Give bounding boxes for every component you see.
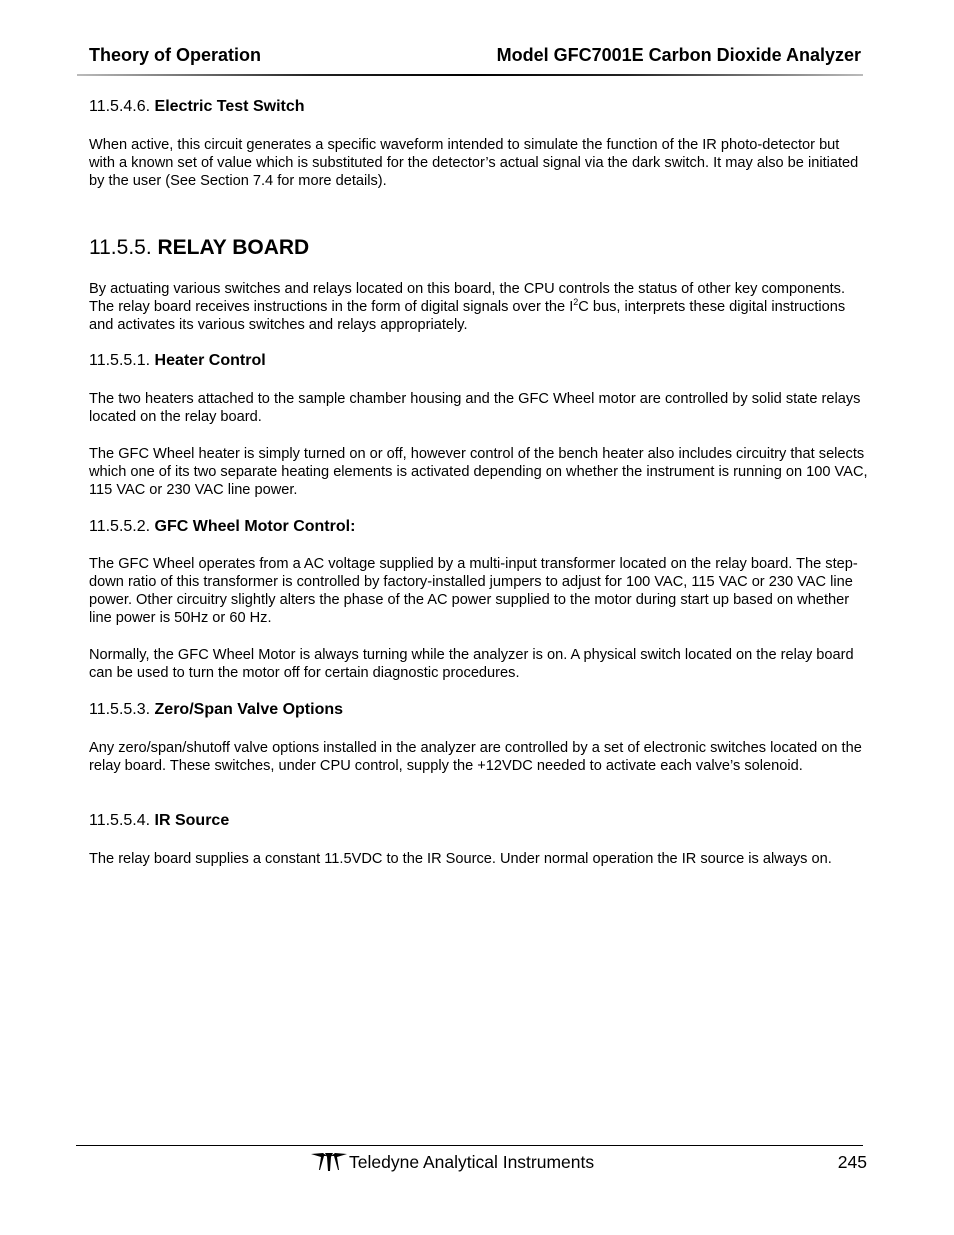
subsection-heading-electric-test-switch [89,97,869,117]
paragraph-text: By actuating various switches and relays located on this board, the CPU controls the status of other key components. The relay board receives instructions in the form of digital signals over the I [89,281,846,315]
subsection-heading-heater-control [89,351,869,371]
paragraph [89,280,869,334]
heading-number: 11.5.5.3. [89,701,155,718]
header-chapter-title: Theory of Operation [89,45,262,65]
heading-title: Electric Test Switch [154,98,305,115]
section-heading-relay-board [89,235,869,261]
paragraph: The relay board supplies a constant 11.5VDC to the IR Source. Under normal operation the IR source is always on. [89,851,832,867]
subsection-heading-zero-span-valve-options [89,700,869,720]
heading-title: Heater Control [154,352,266,369]
paragraph: The GFC Wheel operates from a AC voltage supplied by a multi-input transformer located on the relay board. The step-down ratio of this transformer is controlled by factory-installed jumpers to adjust for 100 VAC, 115 VAC or 230 VAC line power. Other circuitry slightly alters the phase of the AC power supplied to the motor during start up based on whether line power is 50Hz or 60 Hz. [89,556,858,626]
footer-company-name: Teledyne Analytical Instruments [349,1152,595,1172]
heading-number: 11.5.5.1. [89,352,155,369]
teledyne-logo-icon [311,1152,347,1172]
paragraph: Normally, the GFC Wheel Motor is always turning while the analyzer is on. A physical switch located on the relay board can be used to turn the motor off for certain diagnostic procedures. [89,647,854,681]
paragraph: The two heaters attached to the sample chamber housing and the GFC Wheel motor are controlled by solid state relays located on the relay board. [89,391,861,425]
heading-number: 11.5.5. [89,236,158,259]
heading-number: 11.5.4.6. [89,98,155,115]
subsection-heading-ir-source [89,811,869,831]
footer-divider [76,1145,863,1146]
paragraph-text: C bus, interprets these digital instructions and activates its various switches and relays appropriately. [89,299,846,333]
header-divider [77,74,863,76]
heading-number: 11.5.5.4. [89,812,155,829]
header-model-title: Model GFC7001E Carbon Dioxide Analyzer [496,45,861,65]
heading-number: 11.5.5.2. [89,518,155,535]
page-header [89,44,861,66]
paragraph: When active, this circuit generates a specific waveform intended to simulate the function of the IR photo-detector but with a known set of value which is substituted for the detector’s actual signal via the dark switch. It may also be initiated by the user (See Section 7.4 for more details). [89,137,859,189]
paragraph: The GFC Wheel heater is simply turned on or off, however control of the bench heater also includes circuitry that selects which one of its two separate heating elements is activated depending on whether the instrument is running on 100 VAC, 115 VAC or 230 VAC line power. [89,446,868,498]
heading-title: IR Source [154,812,230,829]
subsection-heading-gfc-wheel-motor-control [89,517,869,537]
superscript: 2 [573,297,579,308]
heading-title: Zero/Span Valve Options [154,701,344,718]
page-number: 245 [837,1152,867,1172]
heading-title: RELAY BOARD [157,236,310,259]
heading-title: GFC Wheel Motor Control: [154,518,356,535]
paragraph: Any zero/span/shutoff valve options installed in the analyzer are controlled by a set of electronic switches located on the relay board. These switches, under CPU control, supply the +12VDC needed to activate each valve’s solenoid. [89,740,862,774]
